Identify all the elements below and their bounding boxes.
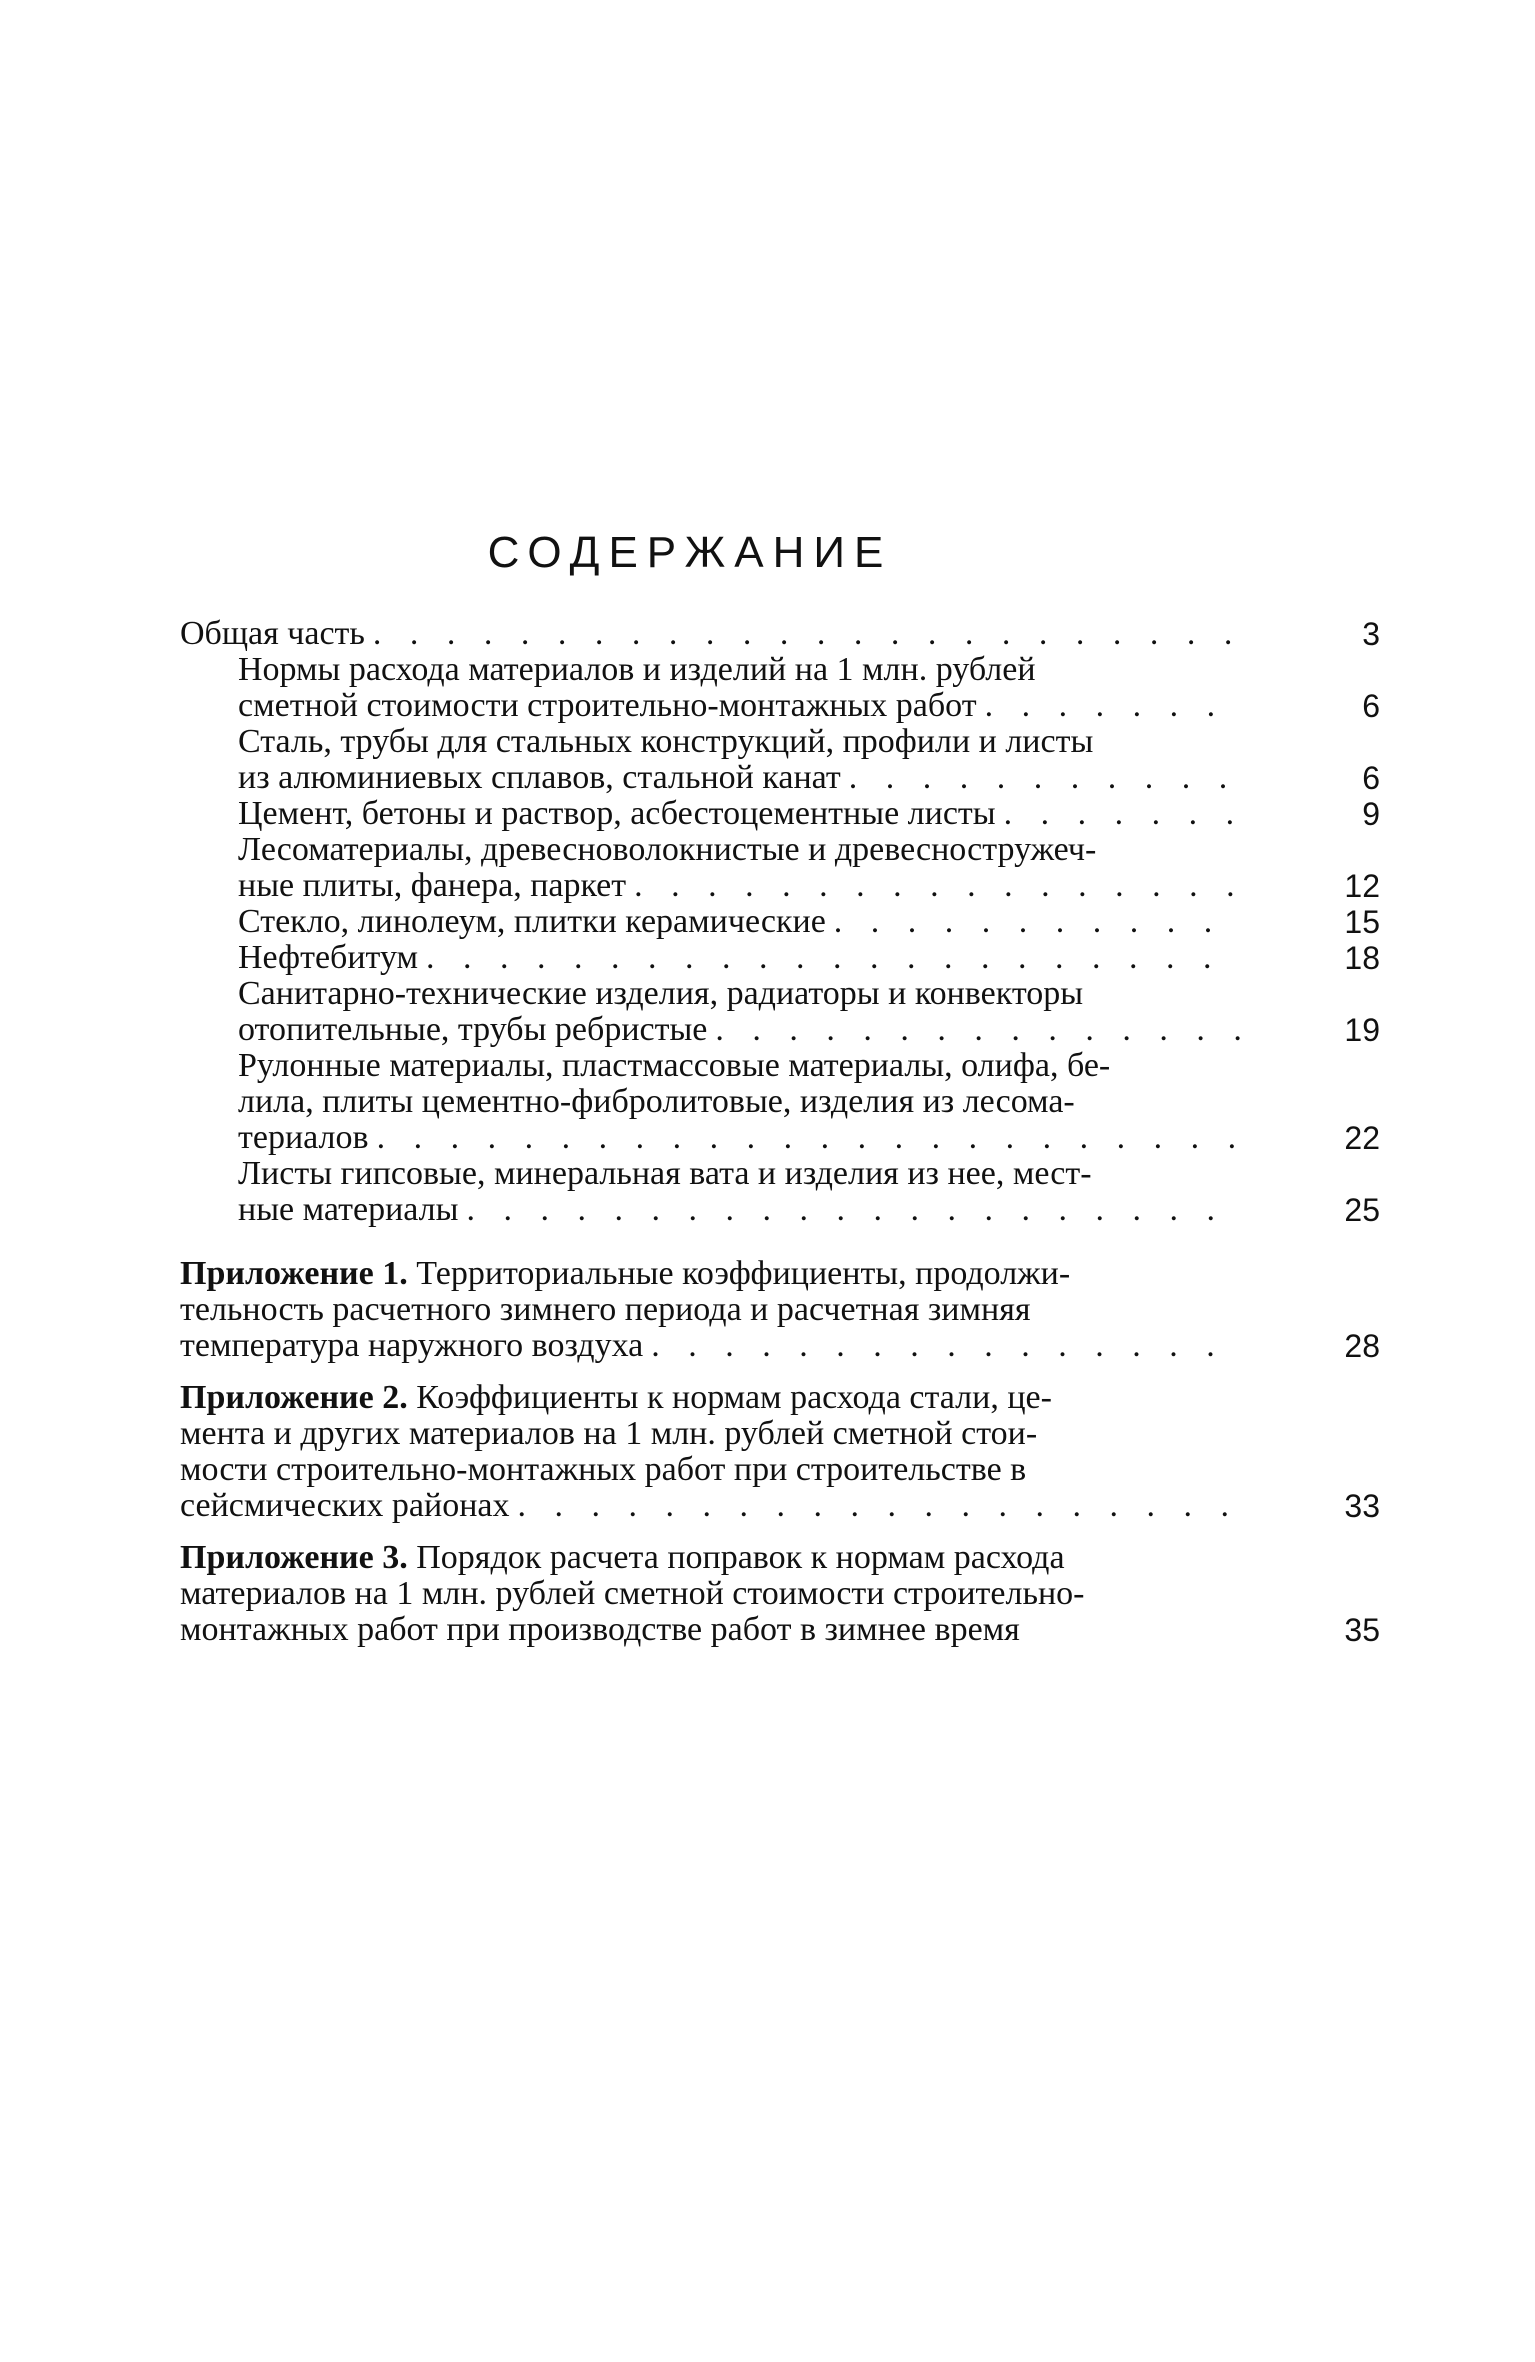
toc-entry-appendix-1: Приложение 1. Территориальные коэффициенты, продолжи- тельность расчетного зимнего периода и расчетная зимняя температура наружного воздуха . . . 28 bbox=[180, 1256, 1380, 1364]
page-number: 18 bbox=[1344, 940, 1380, 976]
toc-entry-glass: Стекло, линолеум, плитки керамические . . . 15 bbox=[180, 904, 1380, 940]
toc-entry-general: Общая часть . . . 3 bbox=[180, 616, 1380, 652]
toc-entry-bitumen: Нефтебитум . . . 18 bbox=[180, 940, 1380, 976]
appendix-label: Приложение 2. bbox=[180, 1379, 408, 1416]
toc-entry-cement: Цемент, бетоны и раствор, асбестоцементные листы . . . 9 bbox=[180, 796, 1380, 832]
page-number: 6 bbox=[1362, 688, 1380, 724]
page-number: 9 bbox=[1362, 796, 1380, 832]
toc-entry-appendix-2: Приложение 2. Коэффициенты к нормам расхода стали, це- мента и других материалов на 1 млн. рублей сметной стои- мости строительно-монтажных работ при строительстве в сейсмических районах . . . 33 bbox=[180, 1380, 1380, 1524]
page-number: 25 bbox=[1344, 1192, 1380, 1228]
toc-entry-sanitary: Санитарно-технические изделия, радиаторы и конвекторы отопительные, трубы ребристые . . . 19 bbox=[180, 976, 1380, 1048]
page-number: 35 bbox=[1344, 1612, 1380, 1648]
toc-entry-roll-materials: Рулонные материалы, пластмассовые материалы, олифа, бе- лила, плиты цементно-фибролитовые, изделия из лесома- териалов . . . 22 bbox=[180, 1048, 1380, 1156]
appendix-label: Приложение 1. bbox=[180, 1255, 408, 1292]
page-number: 33 bbox=[1344, 1488, 1380, 1524]
page-number: 19 bbox=[1344, 1012, 1380, 1048]
appendix-label: Приложение 3. bbox=[180, 1539, 408, 1576]
table-of-contents bbox=[180, 616, 1380, 1648]
page-number: 12 bbox=[1344, 868, 1380, 904]
toc-entry-steel: Сталь, трубы для стальных конструкций, профили и листы из алюминиевых сплавов, стальной канат . . . 6 bbox=[180, 724, 1380, 796]
toc-entry-appendix-3: Приложение 3. Порядок расчета поправок к нормам расхода материалов на 1 млн. рублей сметной стоимости строительно- монтажных работ при производстве работ в зимнее время 35 bbox=[180, 1539, 1380, 1648]
page-number: 22 bbox=[1344, 1120, 1380, 1156]
toc-entry-timber: Лесоматериалы, древесноволокнистые и древесностружеч- ные плиты, фанера, паркет . . . 12 bbox=[180, 832, 1380, 904]
page-number: 3 bbox=[1362, 616, 1380, 652]
toc-entry-gypsum: Листы гипсовые, минеральная вата и изделия из нее, мест- ные материалы . . . 25 bbox=[180, 1156, 1380, 1228]
page-number: 15 bbox=[1344, 904, 1380, 940]
page-title: СОДЕРЖАНИЕ bbox=[487, 528, 893, 577]
page-number: 6 bbox=[1362, 760, 1380, 796]
toc-entry-norms: Нормы расхода материалов и изделий на 1 млн. рублей сметной стоимости строительно-монтажных работ . . . 6 bbox=[180, 652, 1380, 724]
page-number: 28 bbox=[1344, 1328, 1380, 1364]
